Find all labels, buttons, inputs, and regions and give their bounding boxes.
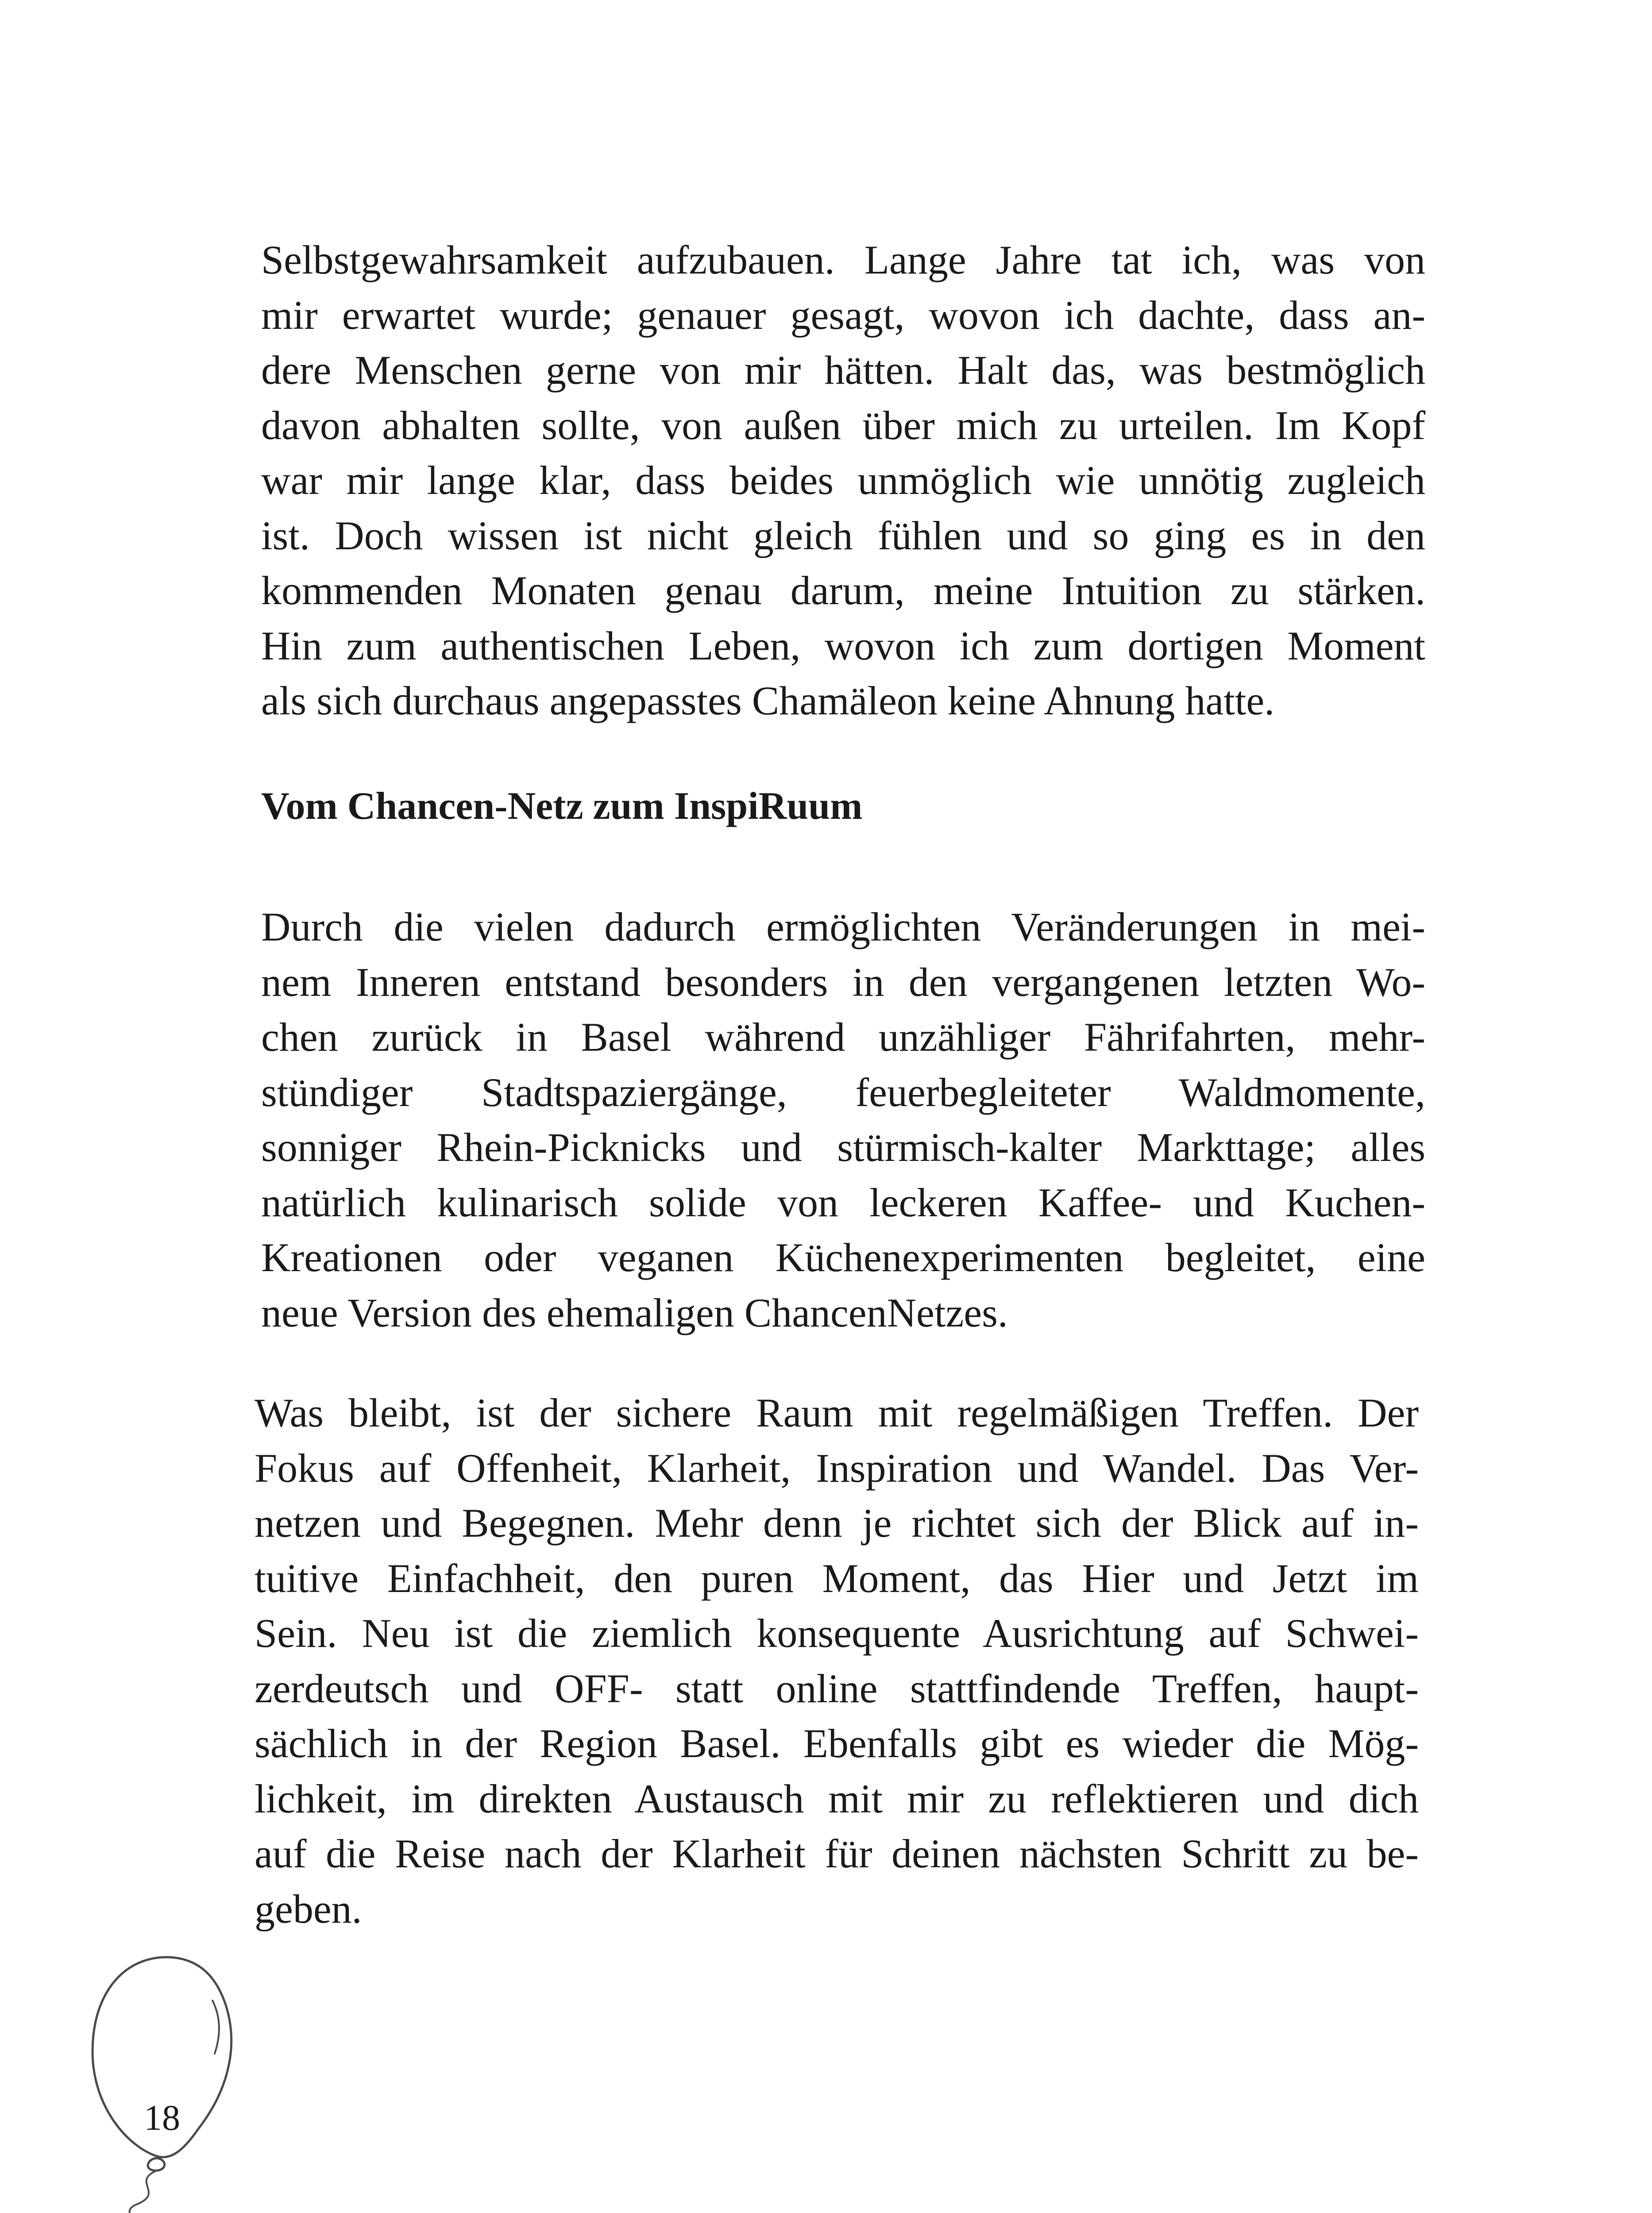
text-line: Selbstgewahrsamkeit aufzubauen. Lange Jahre tat ich, was von — [261, 237, 1425, 282]
text-line: tuitive Einfachheit, den puren Moment, das Hier und Jetzt im — [255, 1555, 1419, 1601]
text-line: natürlich kulinarisch solide von leckeren Kaffee- und Kuchen- — [261, 1180, 1425, 1225]
text-line: nem Inneren entstand besonders in den vergangenen letzten Wo- — [261, 959, 1425, 1005]
text-line: Hin zum authentischen Leben, wovon ich zum dortigen Moment — [261, 623, 1425, 668]
text-line: kommenden Monaten genau darum, meine Intuition zu stärken. — [261, 568, 1425, 613]
paragraph-3 — [255, 1385, 1419, 1936]
text-line: war mir lange klar, dass beides unmöglich wie unnötig zugleich — [261, 458, 1425, 503]
text-line: Kreationen oder veganen Küchenexperimenten begleitet, eine — [261, 1235, 1425, 1280]
balloon-highlight — [212, 2001, 219, 2054]
text-line: mir erwartet wurde; genauer gesagt, wovon ich dachte, dass an- — [261, 292, 1425, 338]
text-line: geben. — [255, 1886, 362, 1932]
section-heading: Vom Chancen-Netz zum InspiRuum — [261, 785, 863, 828]
text-line: lichkeit, im direkten Austausch mit mir zu reflektieren und dich — [255, 1776, 1419, 1821]
text-line: davon abhalten sollte, von außen über mich zu urteilen. Im Kopf — [261, 402, 1425, 448]
text-line: chen zurück in Basel während unzähliger Fährifahrten, mehr- — [261, 1014, 1425, 1060]
balloon-knot — [148, 2158, 165, 2171]
page-number: 18 — [144, 2097, 180, 2138]
text-line: auf die Reise nach der Klarheit für deinen nächsten Schritt zu be- — [255, 1831, 1419, 1876]
balloon-string — [102, 2171, 155, 2213]
paragraph-1 — [261, 232, 1425, 729]
text-line: sächlich in der Region Basel. Ebenfalls gibt es wieder die Mög- — [255, 1721, 1419, 1766]
balloon-icon — [80, 1952, 248, 2213]
text-line: als sich durchaus angepasstes Chamäleon keine Ahnung hatte. — [261, 678, 1275, 723]
text-line: ist. Doch wissen ist nicht gleich fühlen und so ging es in den — [261, 513, 1425, 558]
text-line: netzen und Begegnen. Mehr denn je richtet sich der Blick auf in- — [255, 1500, 1419, 1546]
text-line: Durch die vielen dadurch ermöglichten Veränderungen in mei- — [261, 904, 1425, 949]
text-line: Fokus auf Offenheit, Klarheit, Inspiration und Wandel. Das Ver- — [255, 1445, 1419, 1491]
text-line: dere Menschen gerne von mir hätten. Halt das, was bestmöglich — [261, 347, 1425, 393]
text-line: stündiger Stadtspaziergänge, feuerbegleiteter Waldmomente, — [261, 1069, 1425, 1115]
paragraph-2 — [261, 899, 1425, 1340]
text-line: Was bleibt, ist der sichere Raum mit regelmäßigen Treffen. Der — [255, 1390, 1419, 1435]
text-line: sonniger Rhein-Picknicks und stürmisch-kalter Markttage; alles — [261, 1125, 1425, 1170]
text-line: Sein. Neu ist die ziemlich konsequente Ausrichtung auf Schwei- — [255, 1611, 1419, 1656]
text-line: neue Version des ehemaligen ChancenNetzes. — [261, 1290, 1008, 1335]
text-line: zerdeutsch und OFF- statt online stattfindende Treffen, haupt- — [255, 1666, 1419, 1711]
